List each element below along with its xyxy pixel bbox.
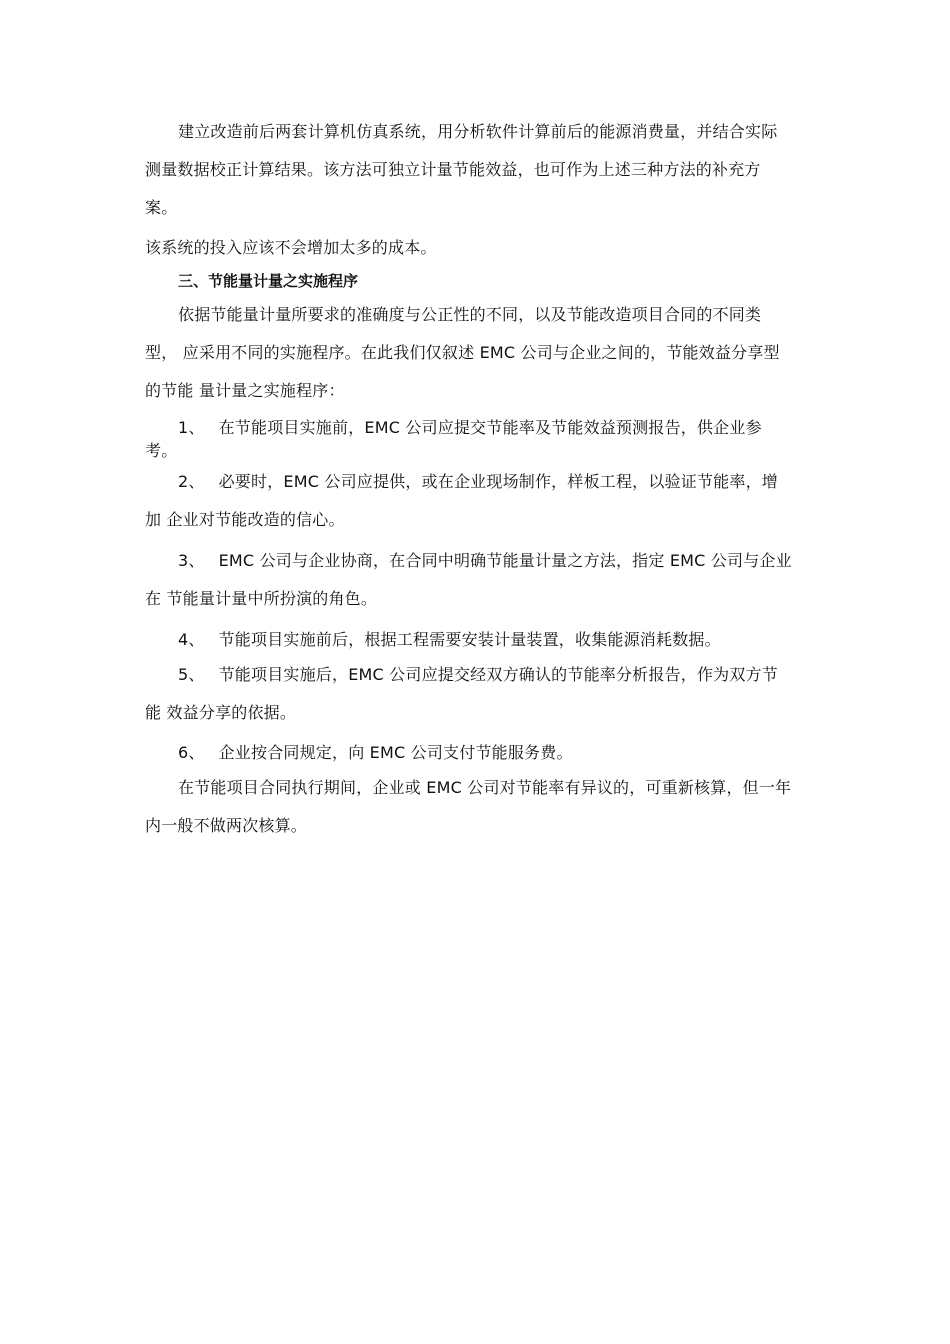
step-text: 节能项目实施前后，根据工程需要安装计量装置，收集能源消耗数据。 <box>218 630 721 649</box>
text-line <box>145 542 821 580</box>
text-line: 型， 应采用不同的实施程序。在此我们仅叙述 EMC 公司与企业之间的，节能效益分享型 <box>145 343 780 362</box>
text-line: 依据节能量计量所要求的准确度与公正性的不同，以及节能改造项目合同的不同类 <box>178 305 762 324</box>
step-text: 在节能项目实施前，EMC 公司应提交节能率及节能效益预测报告，供企业参 <box>218 418 762 437</box>
section-heading: 三、节能量计量之实施程序 <box>178 272 359 290</box>
text-line: 加 企业对节能改造的信心。 <box>145 510 345 529</box>
text-line: 内一般不做两次核算。 <box>145 816 308 835</box>
text-line <box>145 621 821 659</box>
paragraph-dispute <box>145 769 821 845</box>
step-item-6 <box>145 734 821 772</box>
text-line <box>145 656 821 694</box>
text-line: 能 效益分享的依据。 <box>145 703 297 722</box>
text-line: 的节能 量计量之实施程序： <box>145 381 345 400</box>
step-number: 1、 <box>178 418 205 437</box>
step-item-2 <box>145 463 821 539</box>
step-item-4 <box>145 621 821 659</box>
step-item-5 <box>145 656 821 732</box>
text-line: 案。 <box>145 198 178 217</box>
step-item-3 <box>145 542 821 618</box>
paragraph-cost: 该系统的投入应该不会增加太多的成本。 <box>145 238 437 257</box>
paragraph-simulation <box>145 113 821 227</box>
step-text: 企业按合同规定，向 EMC 公司支付节能服务费。 <box>218 743 573 762</box>
step-text: EMC 公司与企业协商，在合同中明确节能量计量之方法，指定 EMC 公司与企业 <box>218 551 792 570</box>
text-line: 在节能项目合同执行期间，企业或 EMC 公司对节能率有异议的，可重新核算，但一年 <box>178 778 792 797</box>
text-line: 在 节能量计量中所扮演的角色。 <box>145 589 378 608</box>
step-text: 节能项目实施后，EMC 公司应提交经双方确认的节能率分析报告，作为双方节 <box>218 665 778 684</box>
text-line <box>145 416 821 439</box>
step-item-1 <box>145 416 821 462</box>
text-line: 建立改造前后两套计算机仿真系统，用分析软件计算前后的能源消费量，并结合实际 <box>178 122 778 141</box>
text-line <box>145 463 821 501</box>
step-number: 6、 <box>178 743 205 762</box>
step-number: 5、 <box>178 665 205 684</box>
text-line: 考。 <box>145 441 178 460</box>
text-line: 测量数据校正计算结果。该方法可独立计量节能效益，也可作为上述三种方法的补充方 <box>145 160 761 179</box>
paragraph-intro <box>145 296 821 410</box>
step-number: 2、 <box>178 472 205 491</box>
text-line <box>145 734 821 772</box>
step-number: 3、 <box>178 551 205 570</box>
step-number: 4、 <box>178 630 205 649</box>
step-text: 必要时，EMC 公司应提供，或在企业现场制作，样板工程，以验证节能率，增 <box>218 472 778 491</box>
